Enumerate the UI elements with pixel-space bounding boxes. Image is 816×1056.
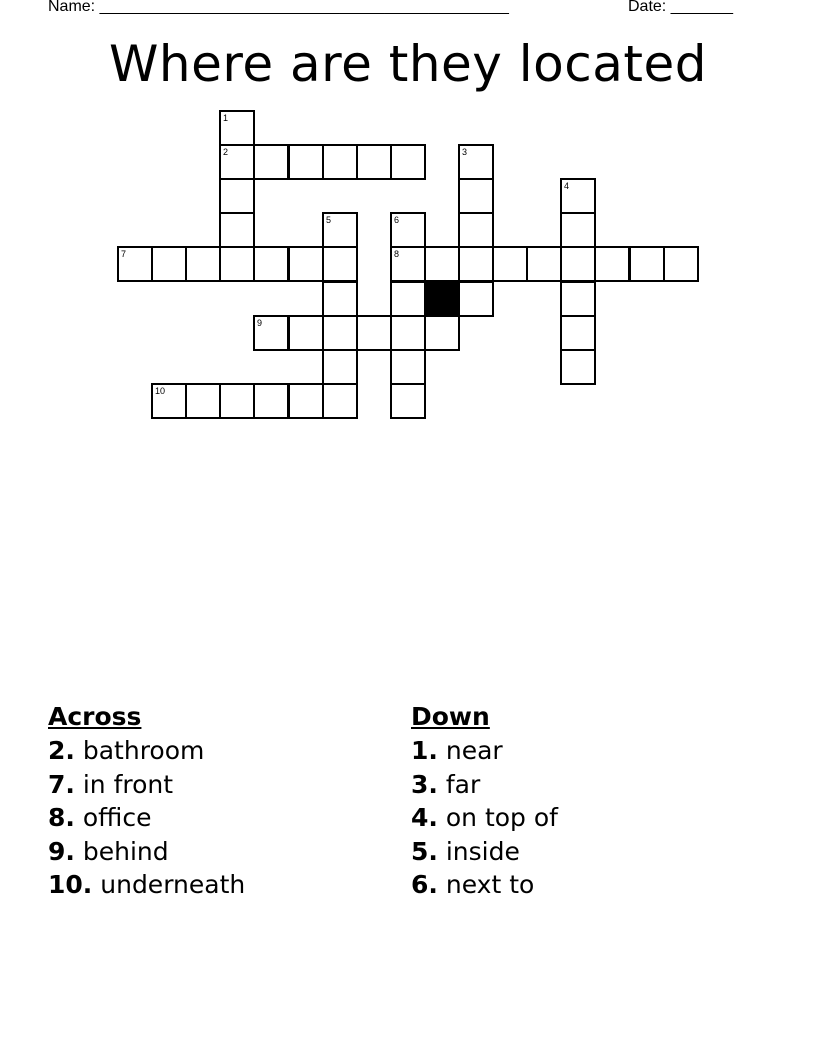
grid-cell[interactable] (219, 178, 255, 214)
grid-cell[interactable] (288, 144, 324, 180)
clue-item (411, 768, 558, 802)
clue-number-label: 4 (564, 181, 570, 191)
clue-item (48, 734, 245, 768)
clue-number-label: 5 (326, 215, 332, 225)
grid-cell[interactable] (151, 246, 187, 282)
clue-item (48, 835, 245, 869)
clue-text: underneath (100, 870, 246, 899)
clue-number-label: 1 (223, 113, 229, 123)
grid-cell[interactable] (288, 315, 324, 351)
grid-cell[interactable] (219, 212, 255, 248)
clue-number: 3. (411, 769, 438, 799)
name-field: Name: ______________________________________________ (48, 0, 509, 15)
grid-cell[interactable] (560, 246, 596, 282)
grid-cell[interactable] (219, 383, 255, 419)
down-clues (411, 700, 558, 902)
grid-cell[interactable] (458, 246, 494, 282)
grid-cell[interactable] (390, 144, 426, 180)
clue-item (411, 734, 558, 768)
clue-number: 7. (48, 769, 75, 799)
clue-text: in front (82, 769, 174, 799)
grid-cell[interactable] (458, 212, 494, 248)
clue-number-label: 10 (155, 386, 166, 396)
clue-text: inside (445, 836, 520, 866)
clue-number-label: 3 (462, 147, 468, 157)
grid-cell[interactable] (253, 383, 289, 419)
clue-item (48, 868, 245, 902)
grid-cell[interactable] (526, 246, 562, 282)
grid-cell[interactable] (560, 315, 596, 351)
clue-text: behind (82, 836, 169, 866)
page-title: Where are they located (108, 35, 707, 93)
grid-cell[interactable] (663, 246, 699, 282)
grid-cell[interactable] (219, 110, 255, 146)
grid-cell[interactable] (322, 281, 358, 317)
clue-number: 8. (48, 803, 75, 832)
clue-number: 9. (48, 836, 75, 866)
clue-text: bathroom (82, 736, 205, 765)
grid-cell[interactable] (424, 246, 460, 282)
grid-cell[interactable] (458, 281, 494, 317)
grid-cell[interactable] (492, 246, 528, 282)
clue-text: on top of (445, 803, 558, 832)
clue-number-label: 6 (394, 215, 400, 225)
grid-cell[interactable] (390, 281, 426, 317)
clue-item (48, 801, 245, 835)
grid-cell[interactable] (356, 315, 392, 351)
clue-number: 4. (411, 803, 438, 832)
clue-item (411, 835, 558, 869)
grid-cell[interactable] (560, 281, 596, 317)
clue-number: 1. (411, 736, 438, 765)
clue-number-label: 8 (394, 249, 400, 259)
clue-text: office (82, 803, 152, 832)
grid-cell[interactable] (288, 246, 324, 282)
grid-cell[interactable] (322, 383, 358, 419)
across-heading: Across (48, 702, 142, 731)
grid-cell[interactable] (219, 246, 255, 282)
grid-cell[interactable] (117, 246, 153, 282)
grid-cell[interactable] (356, 144, 392, 180)
clue-item (411, 801, 558, 835)
grid-cell[interactable] (253, 246, 289, 282)
grid-cell[interactable] (458, 144, 494, 180)
grid-cell[interactable] (322, 246, 358, 282)
grid-cell[interactable] (629, 246, 665, 282)
grid-cell[interactable] (390, 246, 426, 282)
across-clues (48, 700, 245, 902)
grid-cell[interactable] (253, 144, 289, 180)
clue-text: near (445, 736, 503, 765)
clue-number-label: 7 (121, 249, 127, 259)
clue-item (48, 768, 245, 802)
grid-cell[interactable] (424, 315, 460, 351)
grid-cell[interactable] (458, 178, 494, 214)
clue-number: 5. (411, 836, 438, 866)
clue-text: next to (445, 870, 535, 899)
grid-cell[interactable] (253, 315, 289, 351)
grid-cell[interactable] (288, 383, 324, 419)
clue-number-label: 2 (223, 147, 229, 157)
grid-cell[interactable] (390, 383, 426, 419)
grid-cell[interactable] (219, 144, 255, 180)
black-cell (424, 281, 460, 317)
grid-cell[interactable] (322, 144, 358, 180)
grid-cell[interactable] (185, 383, 221, 419)
grid-cell[interactable] (390, 212, 426, 248)
grid-cell[interactable] (594, 246, 630, 282)
clue-text: far (445, 769, 481, 799)
clue-number: 2. (48, 736, 75, 765)
down-heading: Down (411, 702, 490, 731)
grid-cell[interactable] (560, 212, 596, 248)
grid-cell[interactable] (390, 315, 426, 351)
clue-number: 10. (48, 870, 93, 899)
clue-number: 6. (411, 870, 438, 899)
grid-cell[interactable] (322, 315, 358, 351)
grid-cell[interactable] (560, 178, 596, 214)
grid-cell[interactable] (322, 349, 358, 385)
grid-cell[interactable] (185, 246, 221, 282)
grid-cell[interactable] (151, 383, 187, 419)
clue-item (411, 868, 558, 902)
grid-cell[interactable] (390, 349, 426, 385)
grid-cell[interactable] (322, 212, 358, 248)
grid-cell[interactable] (560, 349, 596, 385)
clue-number-label: 9 (257, 318, 263, 328)
date-field: Date: _______ (628, 0, 733, 15)
